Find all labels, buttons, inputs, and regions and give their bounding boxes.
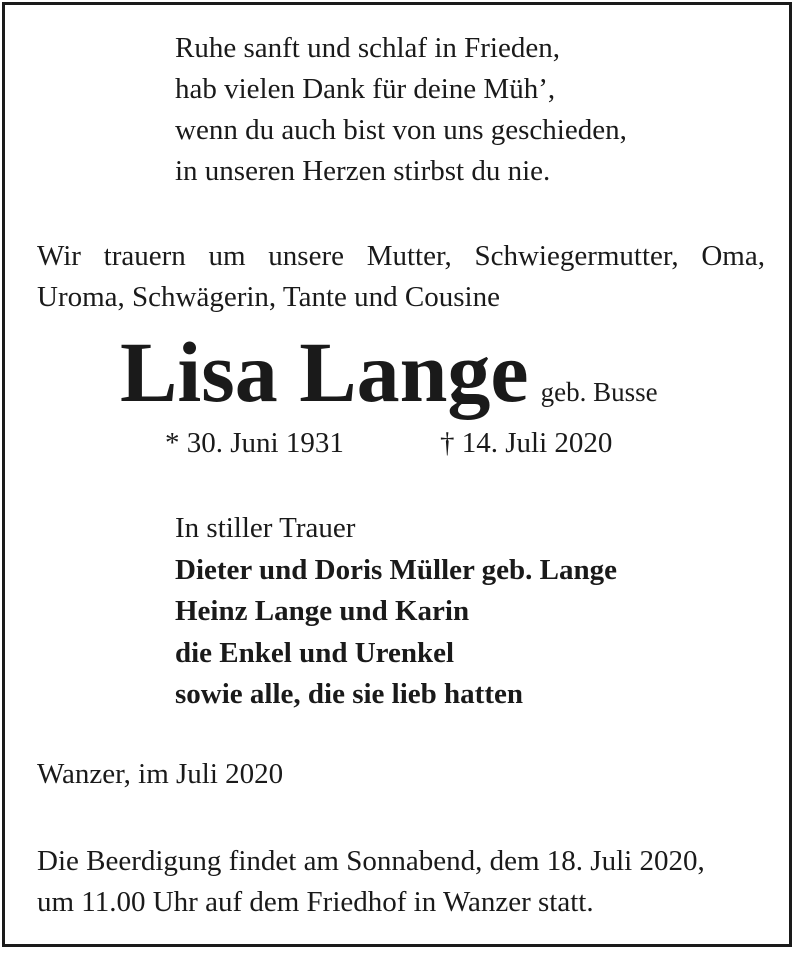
mourner-line: Heinz Lange und Karin	[175, 595, 470, 627]
funeral-notice	[37, 841, 705, 923]
deceased-name: Lisa Lange	[120, 324, 529, 420]
mourner-line: die Enkel und Urenkel	[175, 636, 455, 669]
poem-line: hab vielen Dank für deine Müh’,	[175, 73, 556, 105]
death-date: † 14. Juli 2020	[440, 427, 613, 459]
poem-line: in unseren Herzen stirbst du nie.	[175, 155, 551, 187]
funeral-line: um 11.00 Uhr auf dem Friedhof in Wanzer statt.	[37, 886, 594, 918]
funeral-line: Die Beerdigung findet am Sonnabend, dem 18. Juli 2020,	[37, 845, 705, 877]
mourners-heading: In stiller Trauer	[175, 512, 356, 544]
mourners-block	[175, 508, 617, 716]
place-and-date: Wanzer, im Juli 2020	[37, 758, 284, 790]
memorial-poem	[175, 28, 627, 192]
intro-line: Uroma, Schwägerin, Tante und Cousine	[37, 281, 500, 313]
poem-line: wenn du auch bist von uns geschieden,	[175, 114, 627, 146]
maiden-name: geb. Busse	[540, 377, 658, 407]
intro-line: Wir trauern um unsere Mutter, Schwiegermutter, Oma,	[37, 240, 765, 272]
mourner-line: sowie alle, die sie lieb hatten	[175, 678, 523, 710]
mourner-line: Dieter und Doris Müller geb. Lange	[175, 553, 617, 586]
mourning-intro	[37, 236, 765, 318]
poem-line: Ruhe sanft und schlaf in Frieden,	[175, 32, 560, 64]
deceased-name-row	[120, 322, 658, 422]
birth-date: * 30. Juni 1931	[165, 427, 344, 459]
